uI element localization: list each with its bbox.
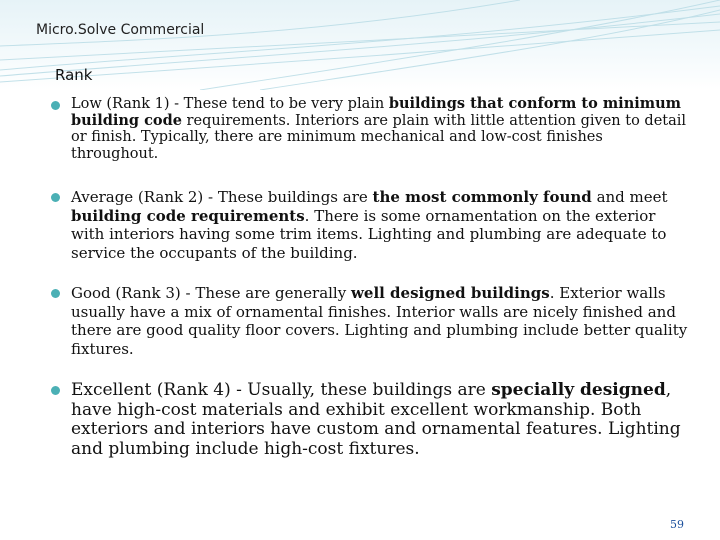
bullet-icon bbox=[51, 289, 60, 298]
section-title: Rank bbox=[55, 66, 93, 84]
list-item-rank-3: Good (Rank 3) - These are generally well designed buildings. Exterior walls usually have a mix of ornamental finishes. Interior walls are nicely finished and there are good quality floor covers. Lighting and plumbing include better quality fixtures. bbox=[50, 284, 690, 358]
header-decoration bbox=[0, 0, 720, 90]
list-item-rank-2: Average (Rank 2) - These buildings are the most commonly found and meet building code requirements. There is some ornamentation on the exterior with interiors having some trim items. Lighting and plumbing are adequate to service the occupants of the building. bbox=[50, 188, 690, 262]
app-title: Micro.Solve Commercial bbox=[36, 22, 205, 38]
list-item-rank-1: Low (Rank 1) - These tend to be very plain buildings that conform to minimum building code requirements. Interiors are plain with little attention given to detail or finish. Typically, there are minimum mechanical and low-cost finishes throughout. bbox=[50, 96, 690, 162]
page-number: 59 bbox=[670, 518, 684, 531]
list-item-rank-4: Excellent (Rank 4) - Usually, these buildings are specially designed, have high-cost materials and exhibit excellent workmanship. Both exteriors and interiors have custom and ornamental features. Lighting and plumbing include high-cost fixtures. bbox=[50, 381, 690, 459]
rank-list bbox=[50, 96, 690, 459]
bullet-icon bbox=[51, 193, 60, 202]
bullet-icon bbox=[51, 386, 60, 395]
bullet-icon bbox=[51, 101, 60, 110]
